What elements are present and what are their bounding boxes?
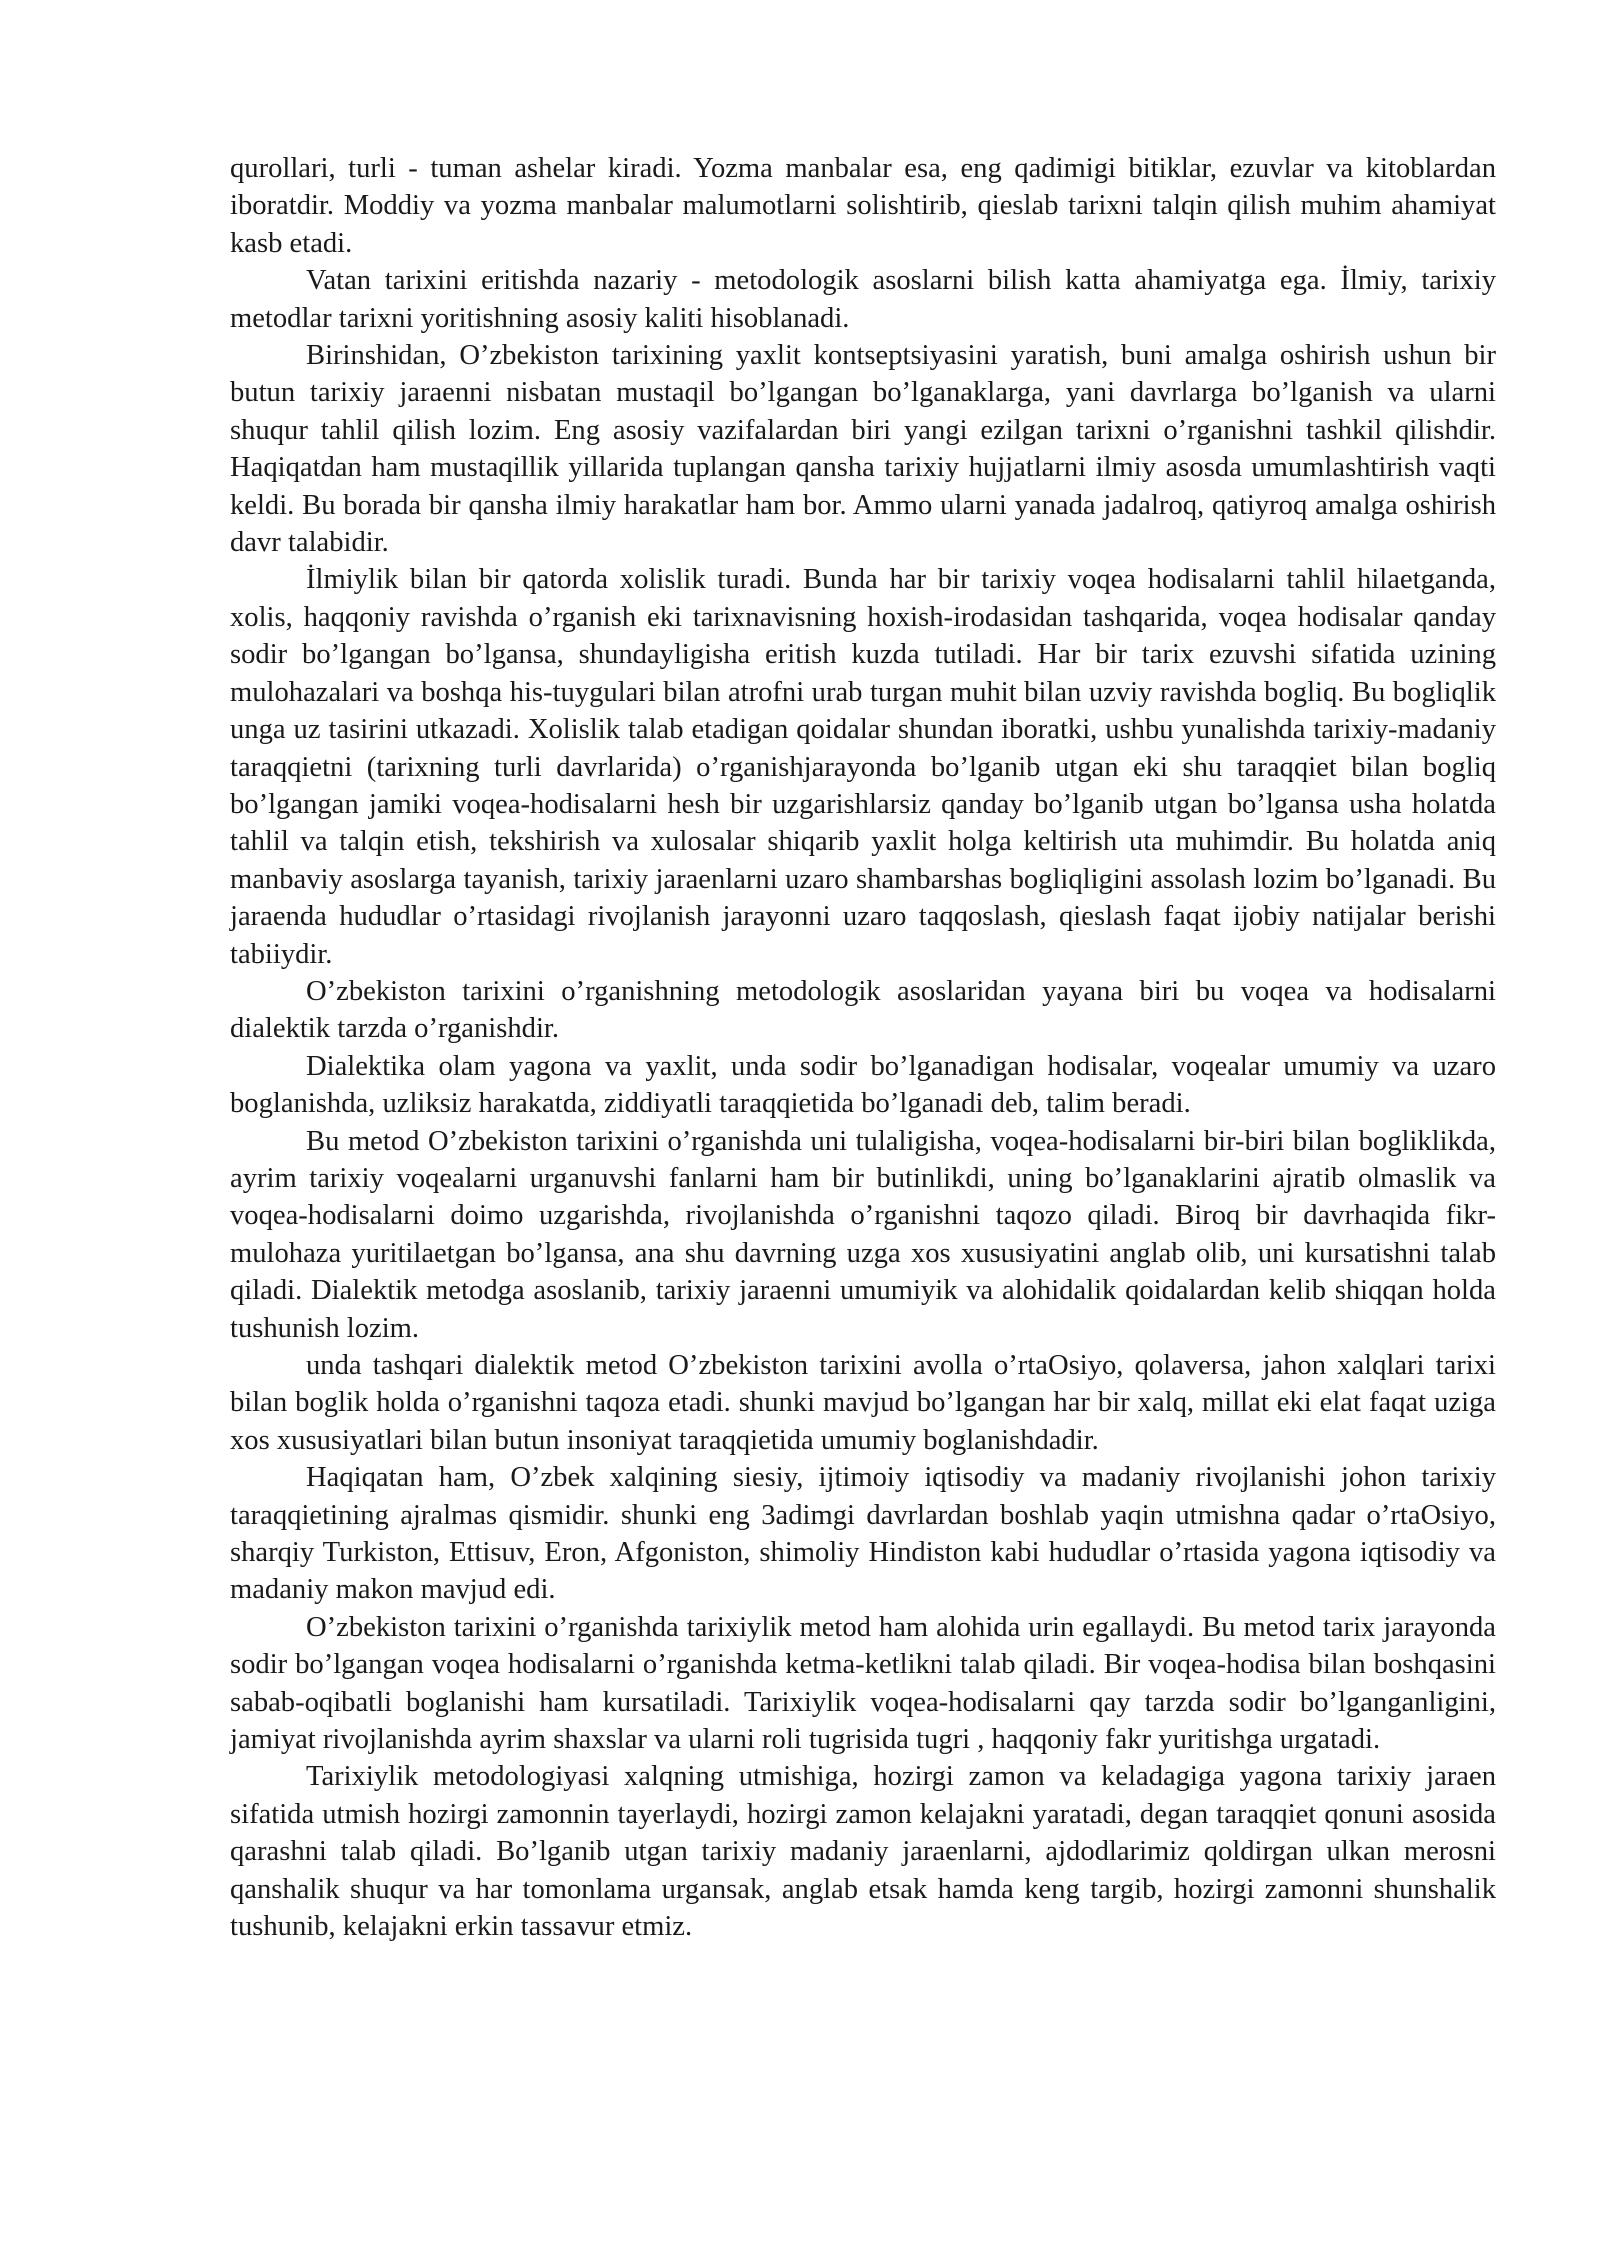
paragraph-10: O’zbekiston tarixini o’rganishda tarixiylik metod ham alohida urin egallaydi. Bu metod tarix jarayonda sodir bo’lgangan voqea hodisalarni o’rganishda ketma-ketlikni talab qiladi. Bir voqea-hodisa bilan boshqasini sabab-oqibatli boglanishi ham kursatiladi. Tarixiylik voqea-hodisalarni qay tarzda sodir bo’lganganligini, jamiyat rivojlanishda ayrim shaxslar va ularni roli tugrisida tugri , haqqoniy fakr yuritishga urgatadi. [230, 1611, 1496, 1756]
paragraph-9: Haqiqatan ham, O’zbek xalqining siesiy, ijtimoiy iqtisodiy va madaniy rivojlanishi johon tarixiy taraqqietining ajralmas qismidir. shunki eng 3adimgi davrlardan boshlab yaqin utmishna qadar o’rtaOsiyo, sharqiy Turkiston, Ettisuv, Eron, Afgoniston, shimoliy Hindiston kabi hududlar o’rtasida yagona iqtisodiy va madaniy makon mavjud edi. [230, 1462, 1496, 1606]
paragraph-7: Bu metod O’zbekiston tarixini o’rganishda uni tulaligisha, voqea-hodisalarni bir-biri bilan bogliklikda, ayrim tarixiy voqealarni urganuvshi fanlarni ham bir butinlikdi, uning bo’lganaklarini ajratib olmaslik va voqea-hodisalarni doimo uzgarishda, rivojlanishda o’rganishni taqozo qiladi. Biroq bir davrhaqida fikr-mulohaza yuritilaetgan bo’lgansa, ana shu davrning uzga xos xususiyatini anglab olib, uni kursatishni talab qiladi. Dialektik metodga asoslanib, tarixiy jaraenni umumiyik va alohidalik qoidalardan kelib shiqqan holda tushunish lozim. [230, 1125, 1496, 1344]
paragraph-2: Vatan tarixini eritishda nazariy - metodologik asoslarni bilish katta ahamiyatga ega. İlmiy, tarixiy metodlar tarixni yoritishning asosiy kaliti hisoblanadi. [230, 265, 1496, 334]
paragraph-5: O’zbekiston tarixini o’rganishning metodologik asoslaridan yayana biri bu voqea va hodisalarni dialektik tarzda o’rganishdir. [230, 975, 1496, 1045]
paragraph-11: Tarixiylik metodologiyasi xalqning utmishiga, hozirgi zamon va keladagiga yagona tarixiy jaraen sifatida utmish hozirgi zamonnin tayerlaydi, hozirgi zamon kelajakni yaratadi, degan taraqqiet qonuni asosida qarashni talab qiladi. Bo’lganib utgan tarixiy madaniy jaraenlarni, ajdodlarimiz qoldirgan ulkan merosni qanshalik shuqur va har tomonlama urgansak, anglab etsak hamda keng targib, hozirgi zamonni shunshalik tushunib, kelajakni erkin tassavur etmiz. [230, 1761, 1496, 1943]
paragraph-8: unda tashqari dialektik metod O’zbekiston tarixini avolla o’rtaOsiyo, qolaversa, jahon xalqlari tarixi bilan boglik holda o’rganishni taqoza etadi. shunki mavjud bo’lgangan har bir xalq, millat eki elat faqat uziga xos xususiyatlari bilan butun insoniyat taraqqietida umumiy boglanishdadir. [230, 1350, 1496, 1456]
paragraph-4: İlmiylik bilan bir qatorda xolislik turadi. Bunda har bir tarixiy voqea hodisalarni tahlil hilaetganda, xolis, haqqoniy ravishda o’rganish eki tarixnavisning hoxish-irodasidan tashqarida, voqea hodisalar qanday sodir bo’lgangan bo’lgansa, shundayligisha eritish kuzda tutiladi. Har bir tarix ezuvshi sifatida uzining mulohazalari va boshqa his-tuygulari bilan atrofni urab turgan muhit bilan uzviy ravishda bogliq. Bu bogliqlik unga uz tasirini utkazadi. Xolislik talab etadigan qoidalar shundan iboratki, ushbu yunalishda tarixiy-madaniy taraqqietni (tarixning turli davrlarida) o’rganishjarayonda bo’lganib utgan eki shu taraqqiet bilan bogliq bo’lgangan jamiki voqea-hodisalarni hesh bir uzgarishlarsiz qanday bo’lganib utgan bo’lgansa usha holatda tahlil va talqin etish, tekshirish va xulosalar shiqarib yaxlit holga keltirish uta muhimdir. Bu holatda aniq manbaviy asoslarga tayanish, tarixiy jaraenlarni uzaro shambarshas bogliqligini assolash lozim bo’lganadi. Bu jaraenda hududlar o’rtasidagi rivojlanish jarayonni uzaro taqqoslash, qieslash faqat ijobiy natijalar berishi tabiiydir. [230, 564, 1496, 970]
document-page [230, 150, 1496, 1946]
paragraph-6: Dialektika olam yagona va yaxlit, unda sodir bo’lganadigan hodisalar, voqealar umumiy va uzaro boglanishda, uzliksiz harakatda, ziddiyatli taraqqietida bo’lganadi deb, talim beradi. [230, 1050, 1496, 1120]
paragraph-3: Birinshidan, O’zbekiston tarixining yaxlit kontseptsiyasini yaratish, buni amalga oshirish ushun bir butun tarixiy jaraenni nisbatan mustaqil bo’lgangan bo’lganaklarga, yani davrlarga bo’lganish va ularni shuqur tahlil qilish lozim. Eng asosiy vazifalardan biri yangi ezilgan tarixni o’rganishni tashkil qilishdir. Haqiqatdan ham mustaqillik yillarida tuplangan qansha tarixiy hujjatlarni ilmiy asosda umumlashtirish vaqti keldi. Bu borada bir qansha ilmiy harakatlar ham bor. Ammo ularni yanada jadalroq, qatiyroq amalga oshirish davr talabidir. [230, 340, 1496, 559]
paragraph-1: qurollari, turli - tuman ashelar kiradi. Yozma manbalar esa, eng qadimigi bitiklar, ezuvlar va kitoblardan iboratdir. Moddiy va yozma manbalar malumotlarni solishtirib, qieslab tarixni talqin qilish muhim ahamiyat kasb etadi. [230, 153, 1496, 259]
